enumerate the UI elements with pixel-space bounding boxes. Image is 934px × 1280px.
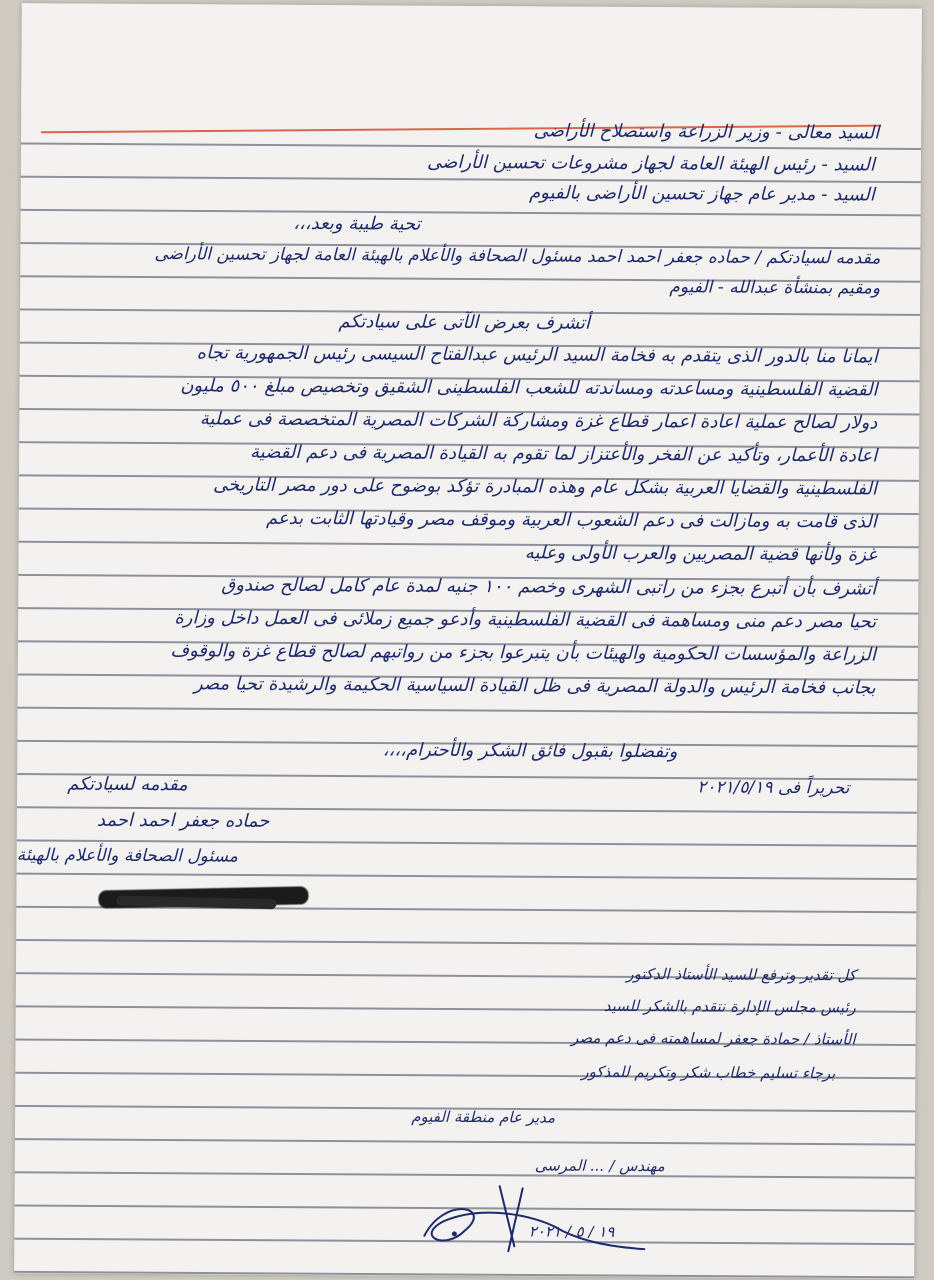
letter-date: تحريراً فى ٢٠٢١/٥/١٩ bbox=[697, 777, 850, 799]
intro-line-2: ومقيم بمنشأة عبدالله - الفيوم bbox=[669, 277, 881, 299]
recipient-line-3: السيد - مدير عام جهاز تحسين الأراضى بالفيوم bbox=[528, 182, 875, 206]
body-line-7: غزة ولأنها قضية المصريين والعرب الأولى وعليه bbox=[524, 542, 877, 566]
annotation-line-3: الأستاذ / حمادة جعفر لمساهمته فى دعم مصر bbox=[571, 1028, 856, 1049]
body-line-4: اعادة الأعمار، وتأكيد عن الفخر والأعتزاز لما تقوم به القيادة المصرية فى دعم القضية bbox=[249, 441, 878, 467]
body-line-9: تحيا مصر دعم منى ومساهمة فى القضية الفلسطينية وأدعو جميع زملائى فى العمل داخل وزارة bbox=[174, 607, 877, 633]
intro-line-1: مقدمه لسيادتكم / حماده جعفر احمد احمد مسئول الصحافة والأعلام بالهيئة العامة لجهاز تحسين الأراضى bbox=[154, 244, 881, 269]
recipient-line-1: السيد معالى - وزير الزراعة واستصلاح الأراضى bbox=[533, 120, 880, 144]
body-line-11: بجانب فخامة الرئيس والدولة المصرية فى ظل القيادة السياسية الحكيمة والرشيدة تحيا مصر bbox=[193, 673, 876, 699]
honor-line: أتشرف بعرض الآتى على سيادتكم bbox=[338, 311, 591, 334]
letter-sheet bbox=[14, 3, 922, 1278]
sender-title: مسئول الصحافة والأعلام بالهيئة bbox=[16, 845, 238, 867]
body-line-2: القضية الفلسطينية ومساعدته ومساندته للشعب الفلسطينى الشقيق وتخصيص مبلغ ٥٠٠ مليون bbox=[180, 375, 878, 401]
annotation-line-1: كل تقدير وترفع للسيد الأستاذ الدكتور bbox=[626, 964, 857, 985]
annotation-line-5: مدير عام منطقة الفيوم bbox=[411, 1107, 556, 1127]
body-line-1: ايمانا منا بالدور الذى يتقدم به فخامة السيد الرئيس عبدالفتاح السيسى رئيس الجمهورية تجاه bbox=[196, 342, 878, 368]
body-line-6: الذى قامت به ومازالت فى دعم الشعوب العربية وموقف مصر وقيادتها الثابت بدعم bbox=[265, 507, 877, 533]
annotation-line-2: رئيس مجلس الإدارة نتقدم بالشكر للسيد bbox=[603, 996, 856, 1017]
annotation-line-6: مهندس / ... المرسى bbox=[534, 1156, 665, 1176]
signature-date: ١٩ / ٥ / ٢٠٢١ bbox=[528, 1222, 615, 1241]
body-line-5: الفلسطينية والقضايا العربية بشكل عام وهذه المبادرة تؤكد بوضوح على دور مصر التاريخى bbox=[212, 474, 878, 500]
sender-header: مقدمه لسيادتكم bbox=[67, 773, 188, 796]
body-line-10: الزراعة والمؤسسات الحكومية والهيئات بأن يتبرعوا بجزء من رواتبهم لصالح قطاع غزة والوقوف bbox=[170, 640, 876, 666]
body-line-8: أتشرف بأن أتبرع بجزء من راتبى الشهرى وخصم ١٠٠ جنيه لمدة عام كامل لصالح صندوق bbox=[221, 574, 877, 600]
annotation-line-4: برجاء تسليم خطاب شكر وتكريم للمذكور bbox=[581, 1062, 836, 1083]
greeting: تحية طيبة وبعد،،، bbox=[293, 212, 421, 235]
closing-line: وتفضلوا بقبول فائق الشكر والأحترام،،،، bbox=[382, 739, 678, 763]
body-line-3: دولار لصالح عملية اعادة اعمار قطاع غزة ومشاركة الشركات المصرية المتخصصة فى عملية bbox=[199, 408, 878, 434]
recipient-line-2: السيد - رئيس الهيئة العامة لجهاز مشروعات تحسين الأراضى bbox=[427, 151, 875, 176]
handwritten-signature bbox=[404, 1176, 665, 1268]
sender-name: حماده جعفر احمد احمد bbox=[96, 809, 270, 832]
